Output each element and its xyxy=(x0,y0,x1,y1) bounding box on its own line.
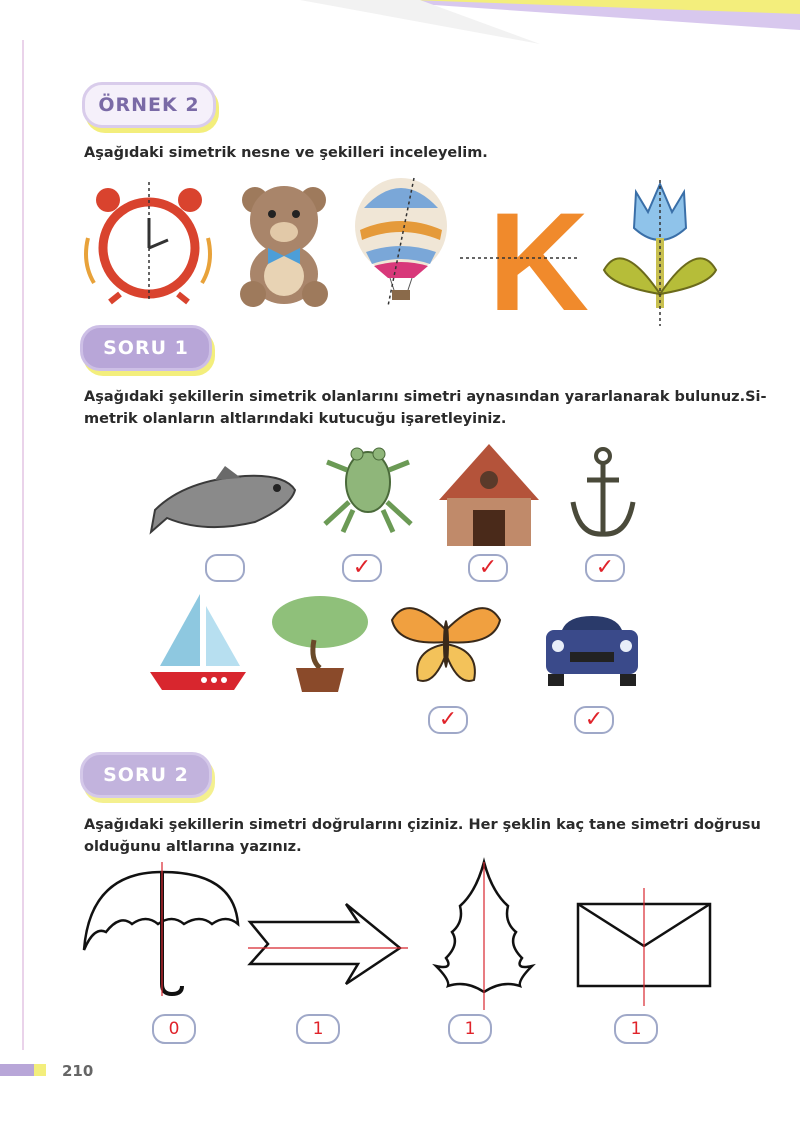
question1-row1-figures xyxy=(145,440,655,550)
arrow-shape-icon xyxy=(248,904,408,984)
checkbox-frog[interactable]: ✓ xyxy=(342,554,382,582)
example-instruction: Aşağıdaki simetrik nesne ve şekilleri inceleyelim. xyxy=(84,145,488,161)
question1-badge: SORU 1 xyxy=(80,325,212,371)
hot-air-balloon-icon xyxy=(355,178,447,306)
page-margin-line xyxy=(22,40,24,1050)
question2-shapes xyxy=(80,862,720,1012)
leaf-icon xyxy=(436,862,532,1010)
checkbox-car[interactable]: ✓ xyxy=(574,706,614,734)
question2-instruction-line1: Aşağıdaki şekillerin simetri doğrularını çiziniz. Her şeklin kaç tane simetri doğrusu xyxy=(84,817,761,833)
page-number: 210 xyxy=(62,1062,94,1080)
car-icon xyxy=(546,616,638,686)
letter-k-icon xyxy=(460,183,589,340)
question1-instruction-line2: metrik olanların altlarındaki kutucuğu işaretleyiniz. xyxy=(84,411,507,427)
tulip-icon xyxy=(604,180,716,326)
bonsai-tree-icon xyxy=(272,596,368,692)
question1-instruction-line1: Aşağıdaki şekillerin simetrik olanlarını simetri aynasından yararlanarak bulunuz.Si- xyxy=(84,389,767,405)
question2-instruction-line2: olduğunu altlarına yazınız. xyxy=(84,839,302,855)
envelope-icon xyxy=(578,888,710,1006)
checkbox-house[interactable]: ✓ xyxy=(468,554,508,582)
checkbox-butterfly[interactable]: ✓ xyxy=(428,706,468,734)
top-decoration xyxy=(0,0,800,60)
page-number-bar xyxy=(0,1064,34,1076)
answer-umbrella[interactable]: 0 xyxy=(152,1014,196,1044)
house-icon xyxy=(439,444,539,546)
answer-arrow[interactable]: 1 xyxy=(296,1014,340,1044)
frog-icon xyxy=(325,448,411,532)
umbrella-icon xyxy=(84,862,238,996)
question2-badge: SORU 2 xyxy=(80,752,212,798)
checkbox-fish[interactable] xyxy=(205,554,245,582)
answer-envelope[interactable]: 1 xyxy=(614,1014,658,1044)
sailboat-icon xyxy=(150,594,246,690)
anchor-icon xyxy=(573,449,633,534)
alarm-clock-icon xyxy=(86,182,210,302)
page-number-bar-accent xyxy=(34,1064,46,1076)
teddy-bear-icon xyxy=(240,186,328,307)
fish-icon xyxy=(151,466,295,532)
question1-row2-figures xyxy=(148,590,648,700)
butterfly-icon xyxy=(392,608,500,681)
example-figures xyxy=(80,178,790,340)
svg-text:K: K xyxy=(488,183,590,340)
checkbox-anchor[interactable]: ✓ xyxy=(585,554,625,582)
example-badge: ÖRNEK 2 xyxy=(82,82,216,128)
answer-leaf[interactable]: 1 xyxy=(448,1014,492,1044)
